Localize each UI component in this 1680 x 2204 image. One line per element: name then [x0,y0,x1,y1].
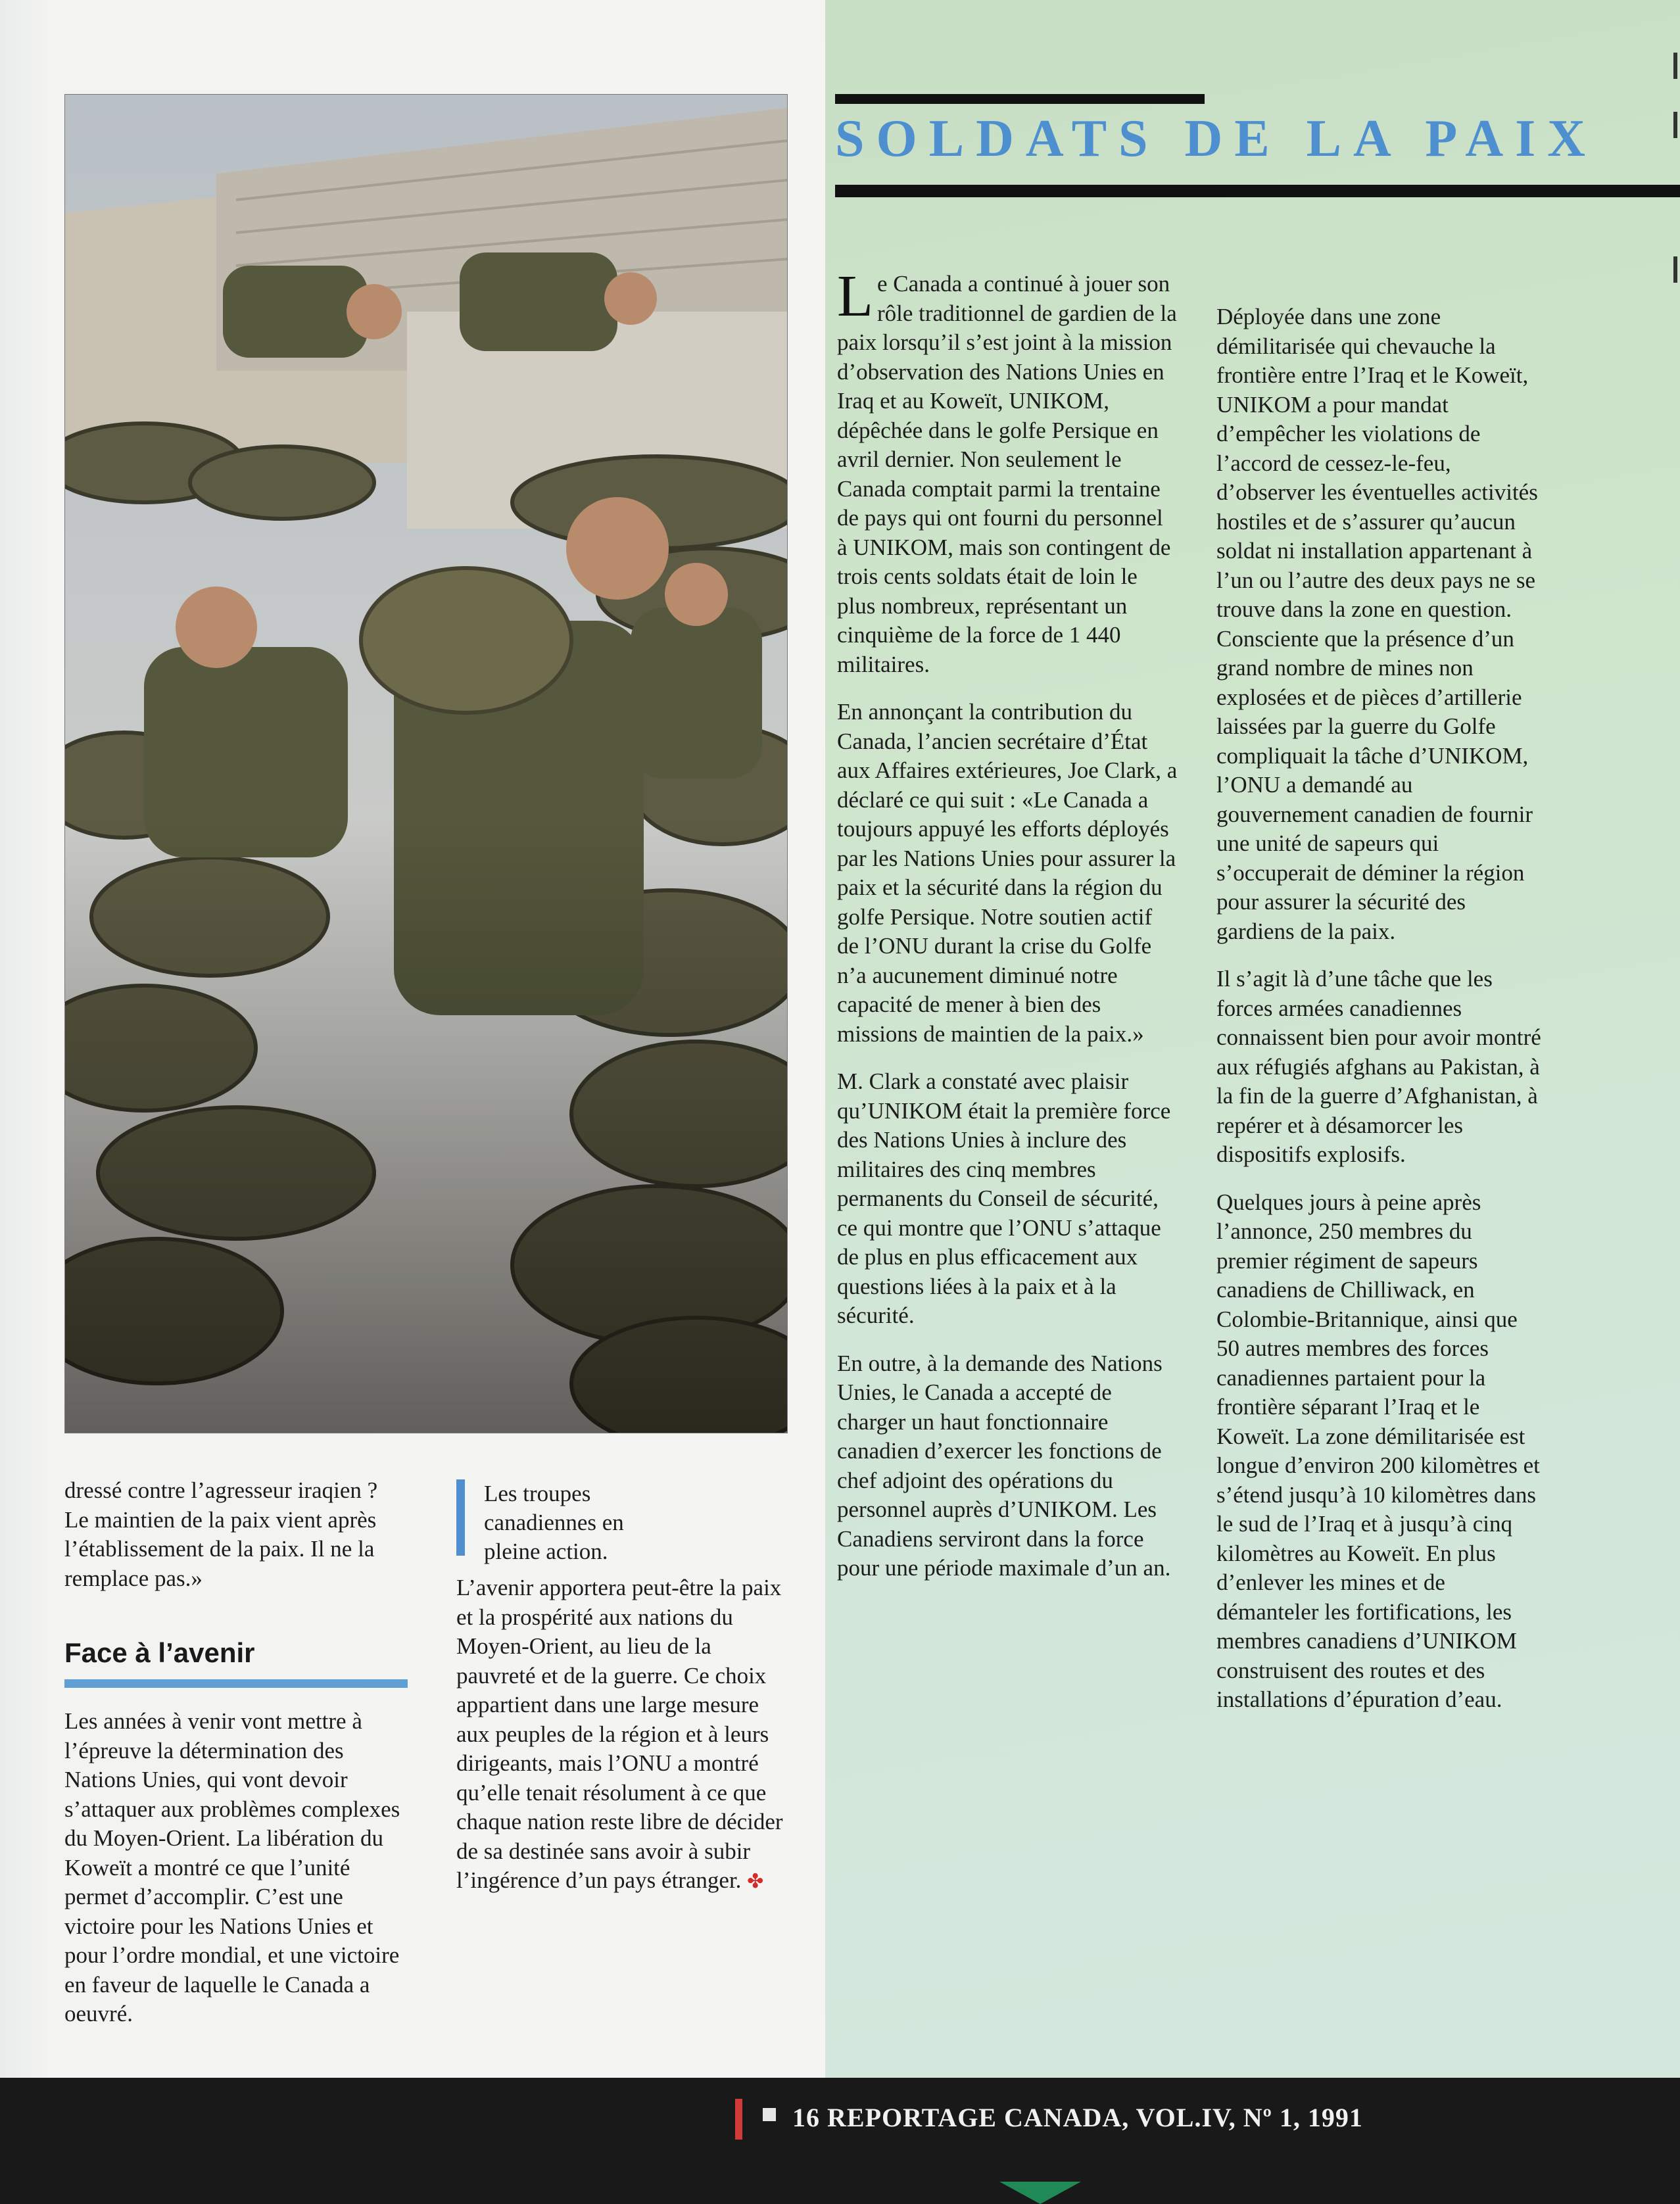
drop-cap: L [837,264,873,329]
maple-leaf-icon: ✤ [747,1871,764,1892]
right-column-1 [837,264,1179,1602]
header-rule-top [835,94,1205,104]
subhead-block [64,1636,408,1688]
right-paragraph-1 [837,264,1179,679]
photo-caption [484,1479,624,1566]
footer-bar [0,2078,1680,2204]
right-paragraph-5: Déployée dans une zone démilitarisée qui chevauche la frontière entre l’Iraq et le Koweït, UNIKOM a pour mandat d’empêcher les violations de l’accord de cessez-le-feu, d’observer les éventuelles activités hostiles et de s’assurer qu’aucun soldat ni installation appartenant à l’un ou l’autre des deux pays ne se trouve dans la zone en question. Consciente que la présence d’un grand nombre de mines non explosées et de pièces d’artillerie laissées par la guerre du Golfe compliquait la tâche d’UNIKOM, l’ONU a demandé au gouvernement canadien de fournir une unité de sapeurs qui s’occuperait de déminer la région pour assurer la sécurité des gardiens de la paix. [1216,304,1538,944]
left-paragraph-2: Les années à venir vont mettre à l’épreuve la détermination des Nations Unies, qui vont devoir s’attaquer aux problèmes complexes du Moyen-Orient. La libération du Koweït a montré ce que l’unité permet d’accomplir. C’est une victoire pour les Nations Unies et pour l’ordre mondial, et une victoire en faveur de laquelle le Canada a oeuvré. [64,1708,400,2026]
left-column-2 [456,1573,788,1915]
footer-green-triangle [999,2182,1081,2204]
right-paragraph-6: Il s’agit là d’une tâche que les forces armées canadiennes connaissent bien pour avoir montré aux réfugiés afghans au Pakistan, à la fin de la guerre d’Afghanistan, à repérer et à désamorcer les dispositifs explosifs. [1216,966,1541,1167]
right-paragraph-1-text: e Canada a continué à jouer son rôle traditionnel de gardien de la paix lorsqu’il s’est joint à la mission d’observation des Nations Unies en Iraq et au Koweït, UNIKOM, dépêchée dans le golfe Persique en avril dernier. Non seulement le Canada comptait parmi la trentaine de pays qui ont fourni du personnel à UNIKOM, mais son contingent de trois cents soldats était de loin le plus nombreux, représentant un cinquième de la force de 1 440 militaires. [837,271,1177,677]
caption-bar [456,1479,465,1556]
subhead: Face à l’avenir [64,1637,255,1668]
caption-line-2: canadiennes en [484,1510,624,1535]
page-edge-marks [1669,39,1680,1815]
left-paragraph-1: dressé contre l’agresseur iraqien ? Le maintien de la paix vient après l’établissement de la paix. Il ne la remplace pas.» [64,1477,378,1591]
footer-square-icon [763,2108,776,2121]
soldiers-sandbags-photo [64,94,788,1433]
left-paragraph-3-text: L’avenir apportera peut-être la paix et la prospérité aux nations du Moyen-Orient, au lieu de la pauvreté et de la guerre. Ce choix appartient dans une large mesure aux peuples de la région et à leurs dirigeants, mais l’ONU a montré qu’elle tenait résolument à ce que chaque nation reste libre de décider de sa destinée sans avoir à subir l’ingérence d’un pays étranger. [456,1575,783,1893]
right-paragraph-3: M. Clark a constaté avec plaisir qu’UNIKOM était la première force des Nations Unies à inclure des militaires des cinq membres permanents du Conseil de sécurité, ce qui montre que l’ONU s’attaque de plus en plus efficacement aux questions liées à la paix et à la sécurité. [837,1068,1171,1328]
left-column-bottom [64,1707,408,2048]
right-paragraph-7: Quelques jours à peine après l’annonce, 250 membres du premier régiment de sapeurs canadiens de Chilliwack, en Colombie-Britannique, ainsi que 50 autres membres des forces canadiennes partaient pour la frontière séparant l’Iraq et le Koweït. La zone démilitarisée est longue d’environ 200 kilomètres et s’étend jusqu’à 10 kilomètres dans le sud de l’Iraq et à jusqu’à cinq kilomètres au Koweït. En plus d’enlever les mines et de démanteler les fortifications, les membres canadiens d’UNIKOM construisent des routes et des installations d’épuration d’eau. [1216,1189,1540,1712]
left-paragraph-3 [456,1573,788,1897]
caption-line-1: Les troupes [484,1481,591,1506]
page-title: SOLDATS DE LA PAIX [835,110,1597,168]
subhead-rule [64,1679,408,1688]
left-column-top [64,1476,406,1612]
footer-folio: 16 REPORTAGE CANADA, VOL.IV, Nº 1, 1991 [792,2103,1363,2132]
right-column-2 [1216,302,1545,1733]
photo-caption-block [456,1479,785,1564]
caption-line-3: pleine action. [484,1539,608,1564]
footer-red-mark [735,2099,742,2140]
right-paragraph-2: En annonçant la contribution du Canada, l’ancien secrétaire d’État aux Affaires extérieures, Joe Clark, a déclaré ce qui suit : «Le Canada a toujours appuyé les efforts déployés par les Nations Unies pour assurer la paix et la sécurité dans la région du golfe Persique. Notre soutien actif de l’ONU durant la crise du Golfe n’a aucunement diminué notre capacité de mener à bien des missions de maintien de la paix.» [837,699,1178,1047]
photo-illustration [65,95,787,1433]
header-rule-bottom [835,185,1680,197]
right-paragraph-4: En outre, à la demande des Nations Unies, le Canada a accepté de charger un haut fonctionnaire canadien d’exercer les fonctions de chef adjoint des opérations du personnel auprès d’UNIKOM. Les Canadiens serviront dans la force pour une période maximale d’un an. [837,1350,1171,1581]
